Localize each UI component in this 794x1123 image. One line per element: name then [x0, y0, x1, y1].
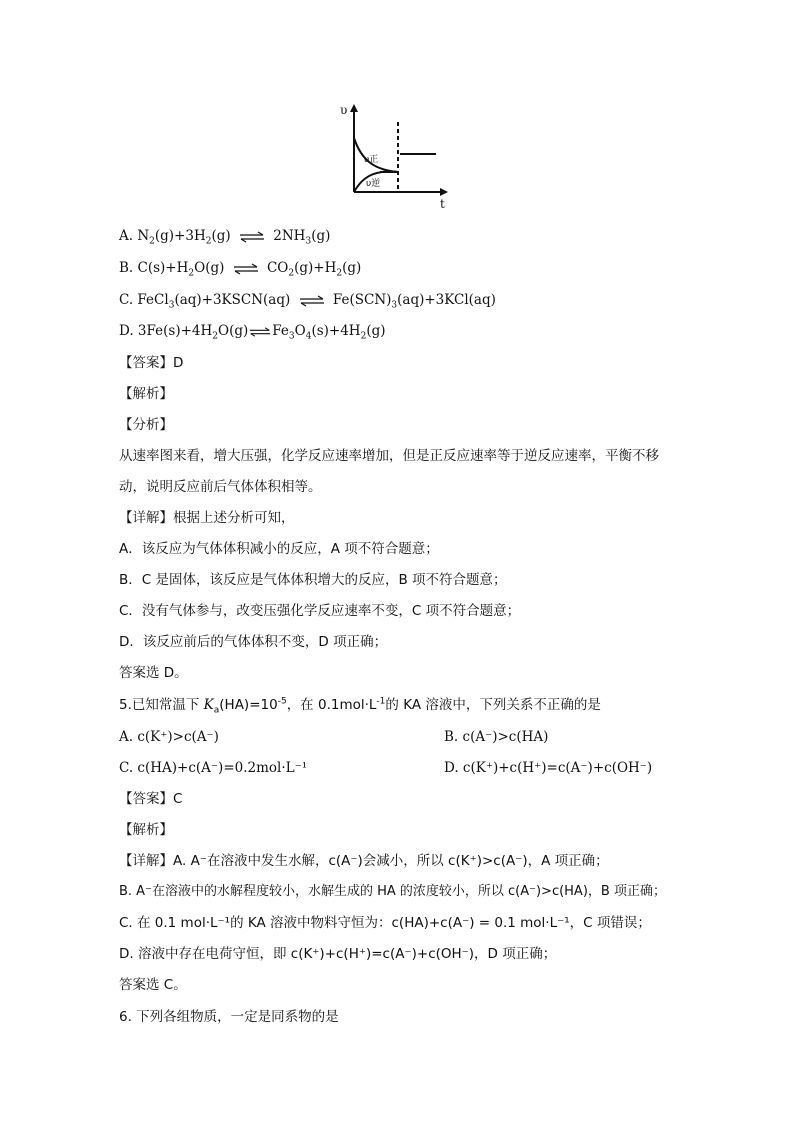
x-axis-label: t [440, 197, 445, 211]
q5-answer: 【答案】C [119, 791, 183, 807]
q4-detail-c: C．没有气体参与，改变压强化学反应速率不变，C 项不符合题意； [119, 603, 521, 619]
equilibrium-arrow-icon [233, 263, 259, 275]
q5-options-row-1 [119, 727, 679, 747]
q4-detail-a: A．该反应为气体体积减小的反应，A 项不符合题意； [119, 541, 439, 557]
forward-rate-label: υ正 [364, 155, 379, 165]
q4-detail [119, 508, 295, 528]
q4-detail-head: 【详解】 [119, 510, 173, 526]
q6-stem: 6. 下列各组物质，一定是同系物的是 [119, 1009, 339, 1025]
rate-time-graph [340, 100, 460, 212]
q4-conclusion: 答案选 D。 [119, 665, 188, 681]
q5-jiexi: 【解析】 [119, 822, 173, 838]
q5-option-b: B. c(A⁻)>c(HA) [444, 729, 549, 745]
q4-detail-b: B．C 是固体，该反应是气体体积增大的反应，B 项不符合题意； [119, 572, 507, 588]
x-arrow-head [440, 188, 448, 196]
q5-detail-d: D. 溶液中存在电荷守恒，即 c(K⁺)+c(H⁺)=c(A⁻)+c(OH⁻)，D 项正确； [119, 946, 557, 962]
q5-detail-a: 【详解】A. A⁻在溶液中发生水解，c(A⁻)会减小，所以 c(K⁺)>c(A⁻)，A 项正确； [119, 853, 609, 869]
q4-jiexi: 【解析】 [119, 386, 173, 402]
q4-option-c: C. FeCl$_3$(aq)+3KSCN(aq) $Fe(SCN)_3(aq)+3KCl(aq)$ [119, 292, 496, 311]
q5-conclusion: 答案选 C。 [119, 977, 187, 993]
q4-fenxi-text-2: 动，说明反应前后气体体积相等。 [119, 479, 322, 495]
y-arrow-head [350, 104, 358, 112]
q4-option-b: B. $C(s)+H_2O(g)$ $CO_2(g)+H_2(g)$ [119, 260, 362, 279]
q4-detail-text: 根据上述分析可知， [173, 510, 295, 526]
q5-options-row-2 [119, 758, 679, 778]
q4-fenxi-text-1: 从速率图来看，增大压强，化学反应速率增加，但是正反应速率等于逆反应速率，平衡不移 [119, 448, 659, 464]
q5-stem: 5.已知常温下 $K_a(HA)=10^{-5}$，在 $0.1mol\cdot L^{-1}$的 KA 溶液中，下列关系不正确的是 [119, 696, 601, 716]
q5-detail-c: C. 在 0.1 mol·L⁻¹的 KA 溶液中物料守恒为：c(HA)+c(A⁻) = 0.1 mol·L⁻¹，C 项错误； [119, 915, 651, 931]
q5-detail-b: B. A⁻在溶液中的水解程度较小，水解生成的 HA 的浓度较小，所以 c(A⁻)>c(HA)，B 项正确； [119, 884, 666, 899]
q4-answer: 【答案】D [119, 355, 184, 371]
q5-option-a: A. c(K⁺)>c(A⁻) [119, 729, 219, 745]
reverse-rate-label: υ逆 [366, 179, 381, 189]
equilibrium-arrow-icon [249, 326, 271, 338]
q4-fenxi: 【分析】 [119, 417, 173, 433]
equilibrium-arrow-icon [239, 231, 265, 243]
q4-option-a: A. $N_2(g)+3H_2(g)$ $2NH_3(g)$ [119, 228, 331, 247]
equilibrium-arrow-icon [299, 295, 325, 307]
q5-option-d: D. c(K⁺)+c(H⁺)=c(A⁻)+c(OH⁻) [444, 760, 653, 776]
q5-option-c: C. c(HA)+c(A⁻)=0.2mol·L⁻¹ [119, 760, 308, 776]
q4-detail-d: D．该反应前后的气体体积不变，D 项正确； [119, 634, 388, 650]
y-axis-label: υ [340, 103, 348, 117]
q4-option-d: D. $3Fe(s)+4H_2O(g)$ $Fe_3O_4(s)+4H_2(g)$ [119, 323, 386, 342]
